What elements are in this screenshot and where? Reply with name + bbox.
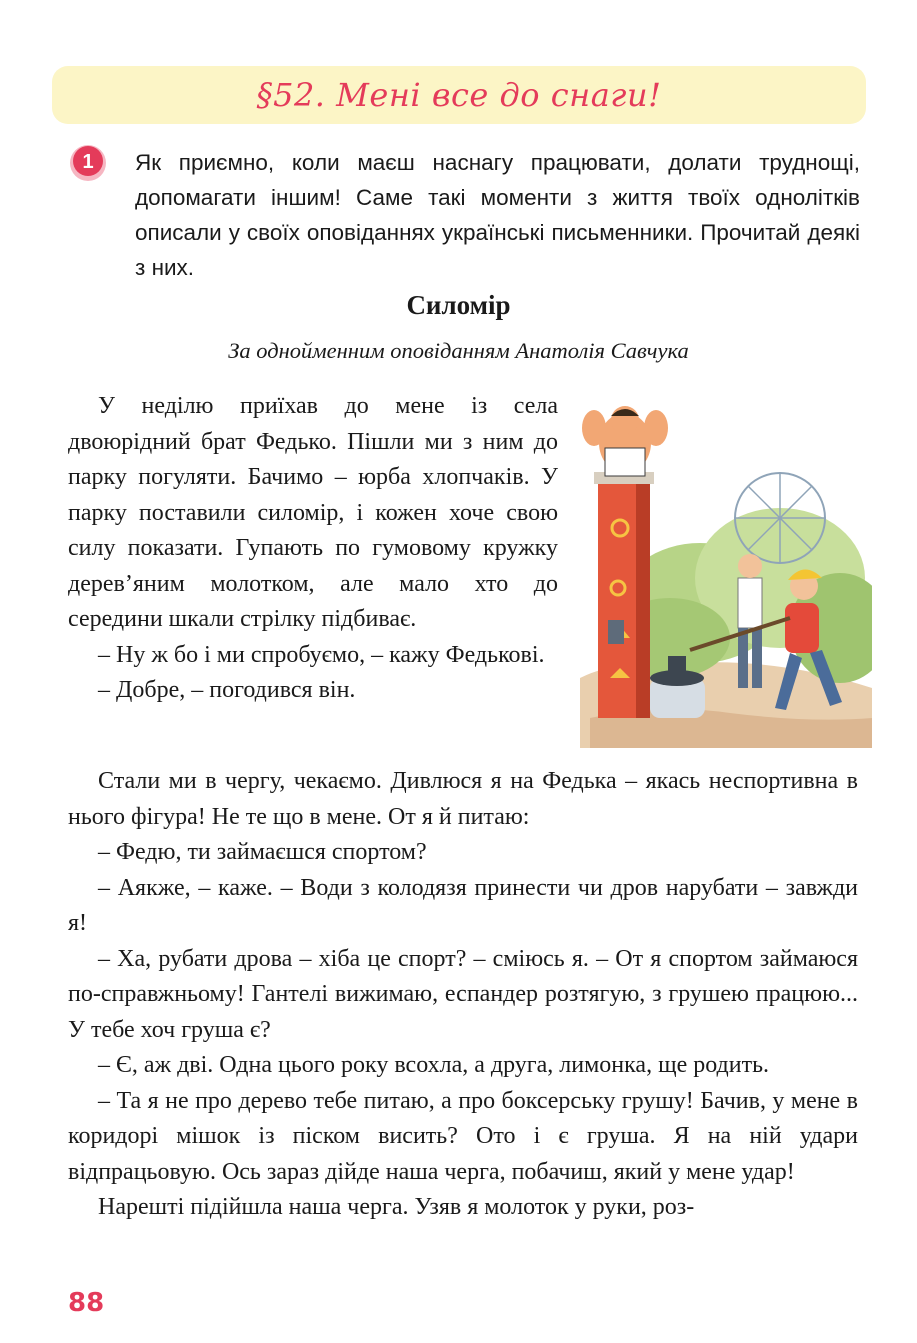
- story-paragraph: Нарешті підійшла наша черга. Узяв я молоток у руки, роз-: [98, 1194, 695, 1220]
- story-paragraph: – Добре, – погодився він.: [98, 677, 356, 703]
- strength-tester-illustration: [580, 388, 872, 748]
- story-paragraph: – Та я не про дерево тебе питаю, а про боксерську грушу! Бачив, у мене в коридорі мішок із піском висить? Ото і є груша. Я на ній удари відпрацьовую. Ось зараз дійде наша черга, побачиш, який у мене удар!: [68, 1087, 858, 1185]
- story-title: Силомір: [406, 290, 511, 320]
- story-text-column: [68, 389, 558, 709]
- task-number-badge: [68, 142, 108, 182]
- task-intro-text: Як приємно, коли маєш наснагу працювати, долати труднощі, допомагати іншим! Саме такі моменти з життя твоїх однолітків описали у своїх оповіданнях українські письменники. Прочитай деякі з них.: [135, 150, 860, 280]
- story-text-full: [68, 764, 858, 1226]
- story-paragraph: – Ну ж бо і ми спробуємо, – кажу Федькові.: [98, 641, 545, 668]
- story-subtitle: За однойменним оповіданням Анатолія Савчука: [228, 338, 689, 363]
- story-paragraph: Стали ми в чергу, чекаємо. Дивлюся я на Федька – якась неспортивна в нього фігура! Не те що в мене. От я й питаю:: [68, 768, 858, 830]
- page-number: 88: [68, 1288, 105, 1318]
- story-paragraph: – Федю, ти займаєшся спортом?: [98, 839, 427, 865]
- story-paragraph: – Є, аж дві. Одна цього року всохла, а друга, лимонка, ще родить.: [98, 1052, 770, 1078]
- task-number: 1: [82, 151, 94, 173]
- section-title: §52. Мені все до снаги!: [256, 76, 662, 114]
- story-paragraph: – Ха, рубати дрова – хіба це спорт? – сміюсь я. – От я спортом займаюся по-справжньому! Гантелі вижимаю, еспандер розтягую, з грушею працюю... У тебе хоч груша є?: [68, 945, 858, 1043]
- story-paragraph: У неділю приїхав до мене із села двоюрідний брат Федько. Пішли ми з ним до парку погуляти. Бачимо – юрба хлопчаків. У парку поставили силомір, і кожен хоче свою силу показати. Гупають по гумовому кружку дерев’яним молотком, але мало хто до середини шкали стрілку підбиває.: [68, 393, 558, 632]
- task-intro: [135, 145, 860, 285]
- section-title-bar: [52, 66, 866, 124]
- story-paragraph: – Аякже, – каже. – Води з колодязя принести чи дров нарубати – завжди я!: [68, 874, 858, 936]
